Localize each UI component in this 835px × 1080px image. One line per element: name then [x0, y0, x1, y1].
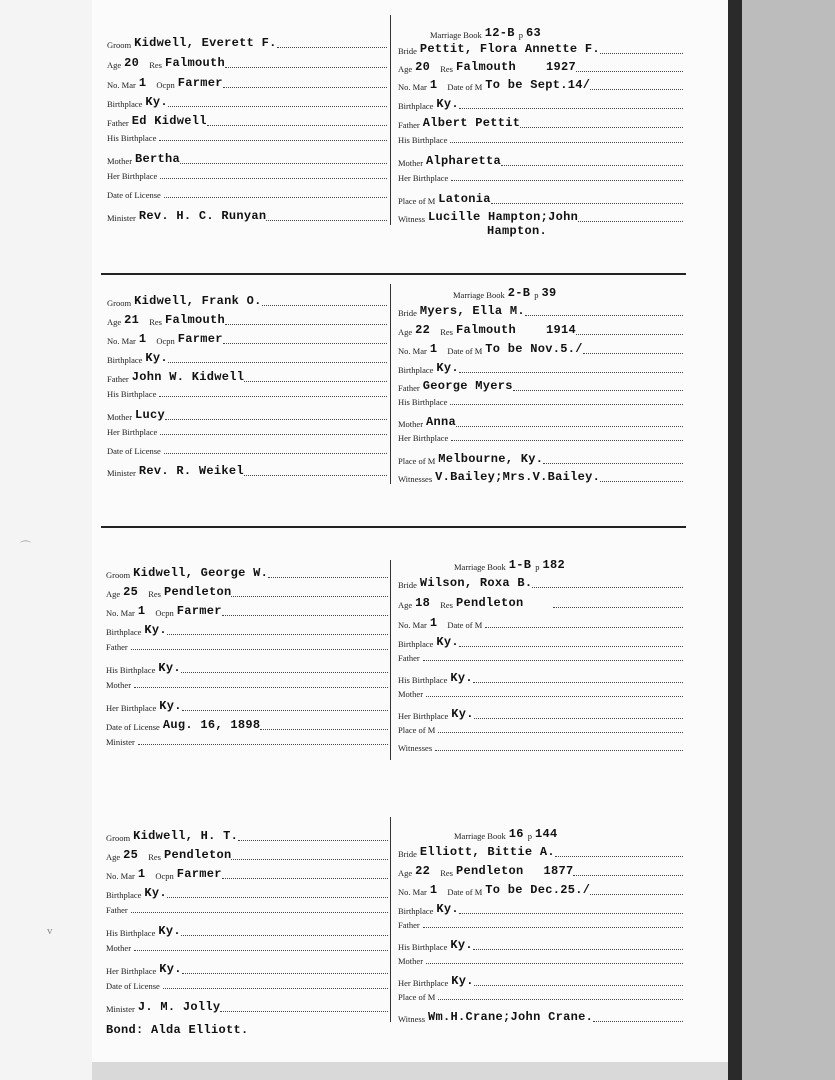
bride-birthplace-field: Birthplace Ky. — [398, 635, 683, 649]
groom-mother-field: Mother Lucy — [107, 408, 387, 422]
groom-age-res-field: Age 25 Res Pendleton — [106, 585, 388, 599]
groom-age-res-field: Age 20 Res Falmouth — [107, 56, 387, 70]
groom-nomar-ocpn-field: No. Mar 1 Ocpn Farmer — [106, 867, 388, 881]
bride-his-birthplace-field: His Birthplace — [398, 135, 683, 145]
groom-name-field: Groom Kidwell, Frank O. — [107, 294, 387, 308]
bride-birthplace-field: Birthplace Ky. — [398, 361, 683, 375]
groom-his-birthplace-field: His Birthplace Ky. — [106, 661, 388, 675]
marriage-record-card — [95, 10, 685, 275]
groom-mother-field: Mother — [106, 680, 388, 690]
witness-field: Witnesses — [398, 743, 683, 753]
groom-age-res-field: Age 21 Res Falmouth — [107, 313, 387, 327]
bride-nomar-date-field: No. Mar 1 Date of M To be Dec.25./ — [398, 883, 683, 897]
scan-left-margin — [0, 0, 92, 1080]
groom-license-date-field: Date of License — [106, 981, 388, 991]
groom-minister-field: Minister J. M. Jolly — [106, 1000, 388, 1014]
card-bottom-rule — [101, 526, 686, 528]
bride-her-birthplace-field: Her Birthplace Ky. — [398, 707, 683, 721]
groom-her-birthplace-field: Her Birthplace Ky. — [106, 962, 388, 976]
bride-mother-field: Mother — [398, 689, 683, 699]
marriage-record-card — [92, 540, 687, 802]
bride-age-res-field: Age 22 Res Pendleton 1877 — [398, 864, 683, 878]
groom-name-field: Groom Kidwell, Everett F. — [107, 36, 387, 50]
groom-name-field: Groom Kidwell, George W. — [106, 566, 388, 580]
scan-right-margin — [728, 0, 835, 1080]
bride-father-field: Father George Myers — [398, 379, 683, 393]
bride-age-res-field: Age 20 Res Falmouth 1927 — [398, 60, 683, 74]
bride-father-field: Father — [398, 653, 683, 663]
bride-mother-field: Mother Anna — [398, 415, 683, 429]
marriage-book-field: Marriage Book 16 p 144 — [454, 827, 558, 841]
place-of-marriage-field: Place of M — [398, 992, 683, 1002]
card-bottom-rule — [101, 273, 686, 275]
witness-continuation: Hampton. — [487, 224, 548, 238]
column-divider — [390, 560, 391, 760]
bond-note: Bond: Alda Elliott. — [106, 1023, 249, 1037]
bride-name-field: Bride Elliott, Bittie A. — [398, 845, 683, 859]
bride-nomar-date-field: No. Mar 1 Date of M — [398, 616, 683, 630]
marriage-record-card — [95, 278, 685, 533]
groom-minister-field: Minister Rev. H. C. Runyan — [107, 209, 387, 223]
groom-name-field: Groom Kidwell, H. T. — [106, 829, 388, 843]
place-of-marriage-field: Place of M — [398, 725, 683, 735]
bride-nomar-date-field: No. Mar 1 Date of M To be Sept.14/ — [398, 78, 683, 92]
scan-mark: v — [47, 925, 53, 937]
marriage-book-field: Marriage Book 1-B p 182 — [454, 558, 565, 572]
groom-birthplace-field: Birthplace Ky. — [107, 95, 387, 109]
witness-field: Witnesses V.Bailey;Mrs.V.Bailey. — [398, 470, 683, 484]
bride-his-birthplace-field: His Birthplace Ky. — [398, 938, 683, 952]
bride-her-birthplace-field: Her Birthplace Ky. — [398, 974, 683, 988]
groom-birthplace-field: Birthplace Ky. — [107, 351, 387, 365]
groom-minister-field: Minister Rev. R. Weikel — [107, 464, 387, 478]
groom-nomar-ocpn-field: No. Mar 1 Ocpn Farmer — [106, 604, 388, 618]
bride-his-birthplace-field: His Birthplace — [398, 397, 683, 407]
bride-his-birthplace-field: His Birthplace Ky. — [398, 671, 683, 685]
groom-father-field: Father John W. Kidwell — [107, 370, 387, 384]
bride-name-field: Bride Myers, Ella M. — [398, 304, 683, 318]
groom-nomar-ocpn-field: No. Mar 1 Ocpn Farmer — [107, 332, 387, 346]
bride-her-birthplace-field: Her Birthplace — [398, 433, 683, 443]
column-divider — [390, 15, 391, 225]
groom-his-birthplace-field: His Birthplace Ky. — [106, 924, 388, 938]
groom-father-field: Father — [106, 905, 388, 915]
bride-age-res-field: Age 18 Res Pendleton — [398, 596, 683, 610]
column-divider — [390, 284, 391, 484]
bride-age-res-field: Age 22 Res Falmouth 1914 — [398, 323, 683, 337]
bride-mother-field: Mother — [398, 956, 683, 966]
groom-nomar-ocpn-field: No. Mar 1 Ocpn Farmer — [107, 76, 387, 90]
marriage-book-field: Marriage Book 12-B p 63 — [430, 26, 541, 40]
groom-age-res-field: Age 25 Res Pendleton — [106, 848, 388, 862]
bride-name-field: Bride Pettit, Flora Annette F. — [398, 42, 683, 56]
witness-field: Witness Wm.H.Crane;John Crane. — [398, 1010, 683, 1024]
bride-father-field: Father Albert Pettit — [398, 116, 683, 130]
column-divider — [390, 817, 391, 1022]
place-of-marriage-field: Place of M Melbourne, Ky. — [398, 452, 683, 466]
groom-her-birthplace-field: Her Birthplace — [107, 171, 387, 181]
groom-mother-field: Mother Bertha — [107, 152, 387, 166]
groom-his-birthplace-field: His Birthplace — [107, 133, 387, 143]
groom-his-birthplace-field: His Birthplace — [107, 389, 387, 399]
groom-father-field: Father — [106, 642, 388, 652]
bride-her-birthplace-field: Her Birthplace — [398, 173, 683, 183]
groom-birthplace-field: Birthplace Ky. — [106, 623, 388, 637]
groom-license-date-field: Date of License — [107, 190, 387, 200]
groom-her-birthplace-field: Her Birthplace — [107, 427, 387, 437]
bride-name-field: Bride Wilson, Roxa B. — [398, 576, 683, 590]
marriage-book-field: Marriage Book 2-B p 39 — [453, 286, 557, 300]
groom-birthplace-field: Birthplace Ky. — [106, 886, 388, 900]
bride-father-field: Father — [398, 920, 683, 930]
groom-father-field: Father Ed Kidwell — [107, 114, 387, 128]
groom-minister-field: Minister — [106, 737, 388, 747]
scan-bottom-edge — [92, 1062, 728, 1080]
bride-mother-field: Mother Alpharetta — [398, 154, 683, 168]
bride-birthplace-field: Birthplace Ky. — [398, 902, 683, 916]
witness-field: Witness Lucille Hampton;John — [398, 210, 683, 224]
scan-mark: ⌒ — [20, 541, 31, 553]
bride-birthplace-field: Birthplace Ky. — [398, 97, 683, 111]
groom-license-date-field: Date of License Aug. 16, 1898 — [106, 718, 388, 732]
place-of-marriage-field: Place of M Latonia — [398, 192, 683, 206]
bride-nomar-date-field: No. Mar 1 Date of M To be Nov.5./ — [398, 342, 683, 356]
groom-her-birthplace-field: Her Birthplace Ky. — [106, 699, 388, 713]
groom-license-date-field: Date of License — [107, 446, 387, 456]
groom-mother-field: Mother — [106, 943, 388, 953]
marriage-record-card — [92, 805, 687, 1055]
